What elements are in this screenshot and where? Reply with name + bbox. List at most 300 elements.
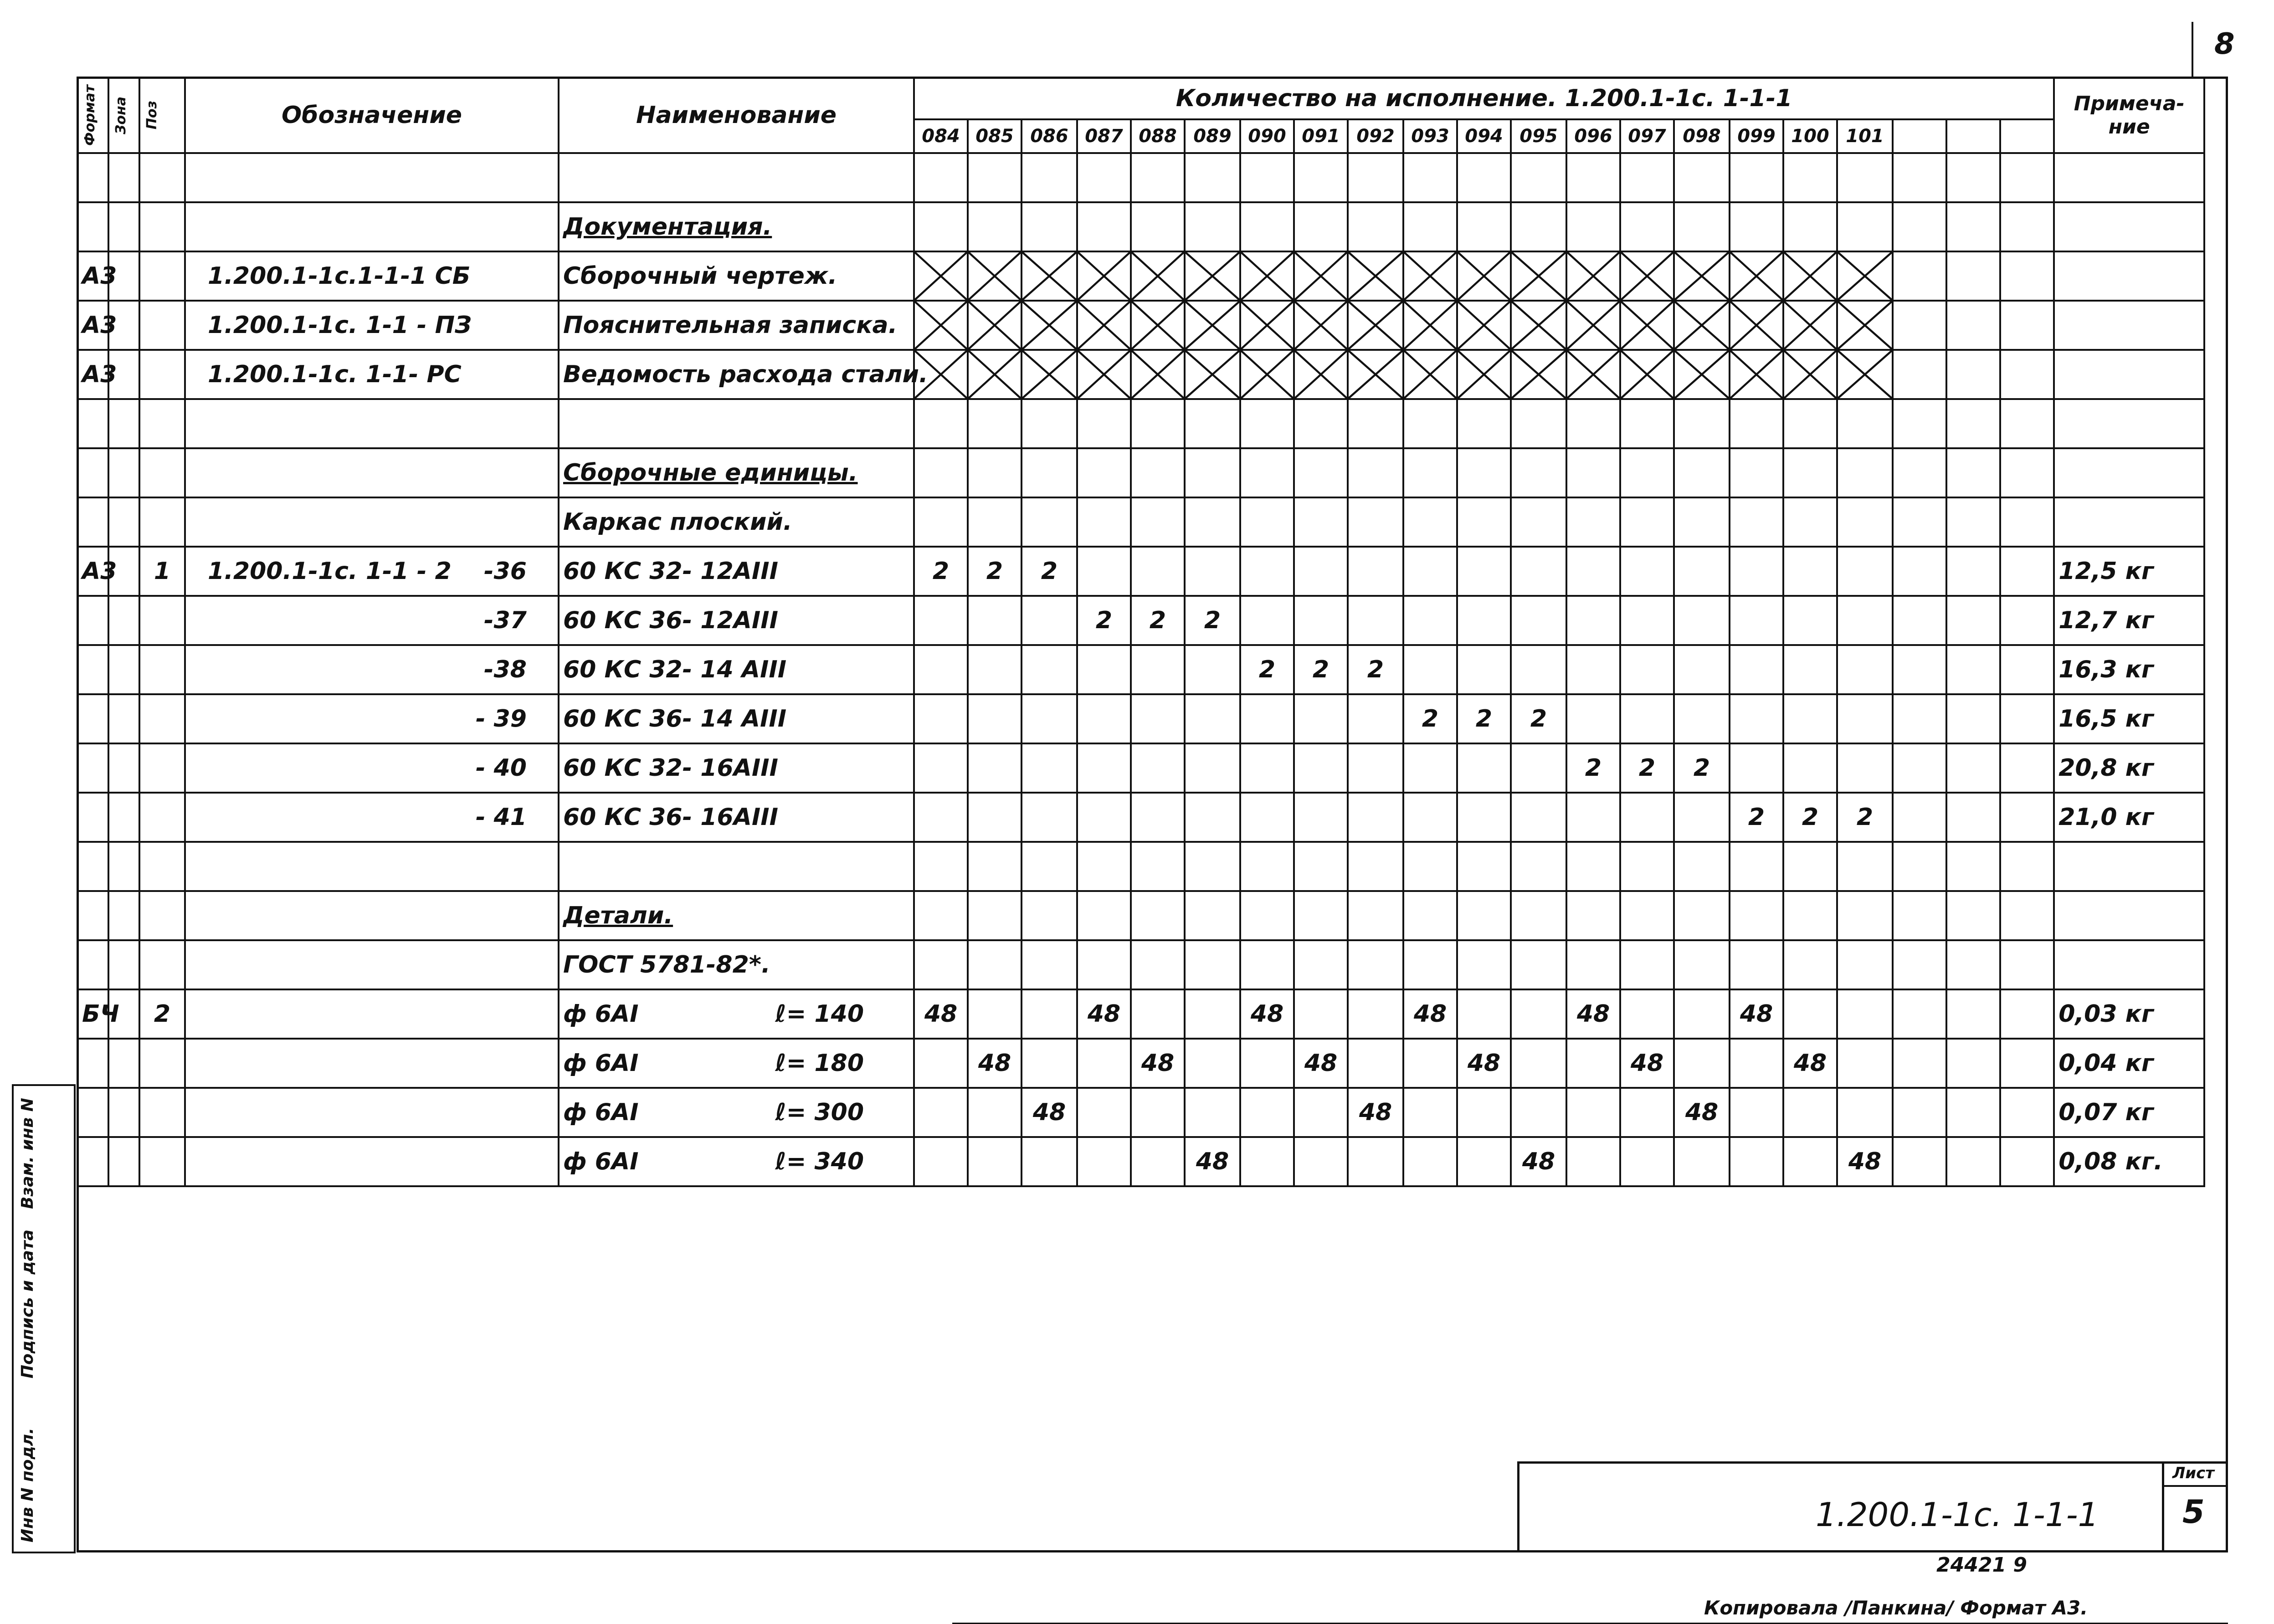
quantity-cell: [1730, 547, 1783, 596]
quantity-cell: [1620, 547, 1674, 596]
crossed-cell: [968, 251, 1022, 301]
quantity-cell: [1837, 989, 1893, 1039]
quantity-cell: [1131, 793, 1185, 842]
table-row: [77, 694, 2204, 743]
quantity-cell: [1348, 1039, 1403, 1088]
side-stamp-sign: Подпись и дата: [18, 1230, 37, 1378]
designation-text: [190, 1000, 208, 1028]
zone-cell: [108, 645, 139, 694]
quantity-cell: [1185, 940, 1240, 989]
quantity-cell: [1783, 448, 1837, 497]
quantity-cell: [1566, 891, 1620, 940]
quantity-cell: [1294, 1137, 1348, 1186]
quantity-cell: [1620, 645, 1674, 694]
cross-mark: [1186, 252, 1239, 300]
quantity-cell: [1185, 153, 1240, 202]
name-cell: [559, 793, 914, 842]
designation-text: [190, 164, 208, 191]
format-cell: [77, 694, 108, 743]
quantity-cell: [1185, 743, 1240, 793]
quantity-cell: 2: [1185, 596, 1240, 645]
format-cell: [77, 1137, 108, 1186]
crossed-cell: [1022, 350, 1077, 399]
quantity-cell: [2000, 645, 2054, 694]
cross-mark: [969, 302, 1021, 349]
name-text: Ведомость расхода стали.: [563, 361, 928, 388]
name-cell: [559, 989, 914, 1039]
quantity-cell: 48: [1077, 989, 1131, 1039]
quantity-cell: 48: [914, 989, 968, 1039]
quantity-cell: [1240, 202, 1294, 251]
zone-cell: [108, 497, 139, 547]
quantity-cell: [1837, 448, 1893, 497]
crossed-cell: [1783, 251, 1837, 301]
footer-copied: Копировала /Панкина/ Формат А3.: [1704, 1597, 2088, 1619]
quantity-cell: [1620, 842, 1674, 891]
designation-text: [190, 804, 208, 831]
cross-mark: [1838, 252, 1892, 300]
side-stamp-inv: Инв N подл.: [18, 1428, 37, 1542]
quantity-cell: 48: [1730, 989, 1783, 1039]
quantity-cell: [1457, 989, 1511, 1039]
note-cell: 0,03 кг: [2054, 989, 2204, 1039]
quantity-cell: [1620, 153, 1674, 202]
quantity-cell: [914, 842, 968, 891]
quantity-cell: [1077, 793, 1131, 842]
quantity-cell: [1022, 399, 1077, 448]
crossed-cell: [1457, 350, 1511, 399]
cross-mark: [1022, 302, 1076, 349]
quantity-cell: [1403, 596, 1457, 645]
quantity-cell: [1730, 1088, 1783, 1137]
position-cell: [139, 1088, 185, 1137]
quantity-cell: [1620, 793, 1674, 842]
quantity-cell: 2: [1837, 793, 1893, 842]
cross-mark: [1132, 302, 1184, 349]
quantity-cell: [1783, 940, 1837, 989]
quantity-cell: [914, 153, 968, 202]
quantity-cell: [1511, 596, 1566, 645]
crossed-cell: [1240, 301, 1294, 350]
position-cell: [139, 694, 185, 743]
cross-mark: [1241, 252, 1293, 300]
variant-header: 099: [1730, 119, 1783, 153]
designation-text: [190, 1050, 208, 1077]
position-cell: [139, 399, 185, 448]
quantity-cell: [1674, 547, 1730, 596]
quantity-cell: [1022, 1137, 1077, 1186]
name-text: ф 6АI: [563, 1000, 639, 1028]
quantity-cell: [1403, 1137, 1457, 1186]
cross-mark: [1186, 351, 1239, 398]
designation-cell: [185, 448, 559, 497]
position-cell: [139, 301, 185, 350]
cross-mark: [1404, 302, 1456, 349]
quantity-cell: 48: [1348, 1088, 1403, 1137]
quantity-cell: [914, 1137, 968, 1186]
quantity-cell: 2: [1348, 645, 1403, 694]
format-cell: [77, 596, 108, 645]
quantity-cell: [1730, 202, 1783, 251]
name-cell: [559, 1088, 914, 1137]
name-cell: [559, 547, 914, 596]
quantity-cell: [1348, 399, 1403, 448]
quantity-cell: [914, 1039, 968, 1088]
note-cell: [2054, 350, 2204, 399]
quantity-cell: [1022, 989, 1077, 1039]
quantity-cell: [1946, 596, 2000, 645]
table-row: [77, 891, 2204, 940]
quantity-cell: 2: [968, 547, 1022, 596]
position-cell: [139, 596, 185, 645]
quantity-cell: [914, 743, 968, 793]
quantity-cell: [1077, 1137, 1131, 1186]
header-quantity-title: Количество на исполнение. 1.200.1-1с. 1-1-1: [914, 77, 2054, 119]
quantity-cell: 2: [1566, 743, 1620, 793]
note-cell: 0,07 кг: [2054, 1088, 2204, 1137]
sheet-label: Лист: [2164, 1461, 2228, 1487]
quantity-cell: [1185, 891, 1240, 940]
designation-cell: [185, 1039, 559, 1088]
crossed-cell: [914, 251, 968, 301]
quantity-cell: [1077, 694, 1131, 743]
quantity-cell: [1837, 940, 1893, 989]
quantity-cell: [1240, 596, 1294, 645]
quantity-cell: [968, 448, 1022, 497]
note-cell: 20,8 кг: [2054, 743, 2204, 793]
cross-mark: [1295, 252, 1347, 300]
quantity-cell: [1403, 645, 1457, 694]
cross-mark: [915, 351, 967, 398]
name-text: 60 КС 32- 16АIII: [563, 754, 778, 782]
quantity-cell: [914, 891, 968, 940]
quantity-cell: [1837, 743, 1893, 793]
table-row: [77, 596, 2204, 645]
cross-mark: [1838, 351, 1892, 398]
side-stamp: [12, 1084, 76, 1553]
quantity-cell: [1022, 153, 1077, 202]
quantity-cell: [1620, 940, 1674, 989]
quantity-cell: [1783, 596, 1837, 645]
cross-mark: [1730, 252, 1782, 300]
quantity-cell: [1240, 793, 1294, 842]
format-cell: [77, 645, 108, 694]
designation-cell: [185, 350, 559, 399]
cross-mark: [1349, 351, 1402, 398]
quantity-cell: [1240, 399, 1294, 448]
variant-header: [2000, 119, 2054, 153]
name-text: ф 6АI: [563, 1050, 639, 1077]
quantity-cell: [1837, 497, 1893, 547]
quantity-cell: [1240, 1039, 1294, 1088]
quantity-cell: [1946, 793, 2000, 842]
quantity-cell: [1403, 547, 1457, 596]
crossed-cell: [1730, 301, 1783, 350]
table-row: [77, 301, 2204, 350]
quantity-cell: [1674, 1039, 1730, 1088]
quantity-cell: [1240, 1137, 1294, 1186]
crossed-cell: [1837, 301, 1893, 350]
quantity-cell: [1403, 399, 1457, 448]
crossed-cell: [1022, 301, 1077, 350]
quantity-cell: [1893, 596, 1946, 645]
variant-header: [1893, 119, 1946, 153]
quantity-cell: [1893, 1039, 1946, 1088]
quantity-cell: [1022, 497, 1077, 547]
quantity-cell: [1946, 497, 2000, 547]
quantity-cell: [1674, 940, 1730, 989]
designation-cell: [185, 694, 559, 743]
quantity-cell: [1457, 940, 1511, 989]
title-block-code: 1.200.1-1с. 1-1-1: [1816, 1496, 2099, 1534]
quantity-cell: [1240, 842, 1294, 891]
crossed-cell: [1457, 301, 1511, 350]
name-text: 60 КС 36- 14 АIII: [563, 705, 787, 733]
quantity-cell: [1620, 989, 1674, 1039]
quantity-cell: [1131, 891, 1185, 940]
cross-mark: [1512, 252, 1566, 300]
crossed-cell: [1131, 251, 1185, 301]
zone-cell: [108, 596, 139, 645]
quantity-cell: [2000, 1088, 2054, 1137]
quantity-cell: [2000, 989, 2054, 1039]
quantity-cell: [2000, 793, 2054, 842]
quantity-cell: [1620, 596, 1674, 645]
designation-dash: - 39: [475, 705, 527, 733]
quantity-cell: [1131, 448, 1185, 497]
quantity-cell: [1511, 1039, 1566, 1088]
quantity-cell: 48: [1403, 989, 1457, 1039]
quantity-cell: [1511, 448, 1566, 497]
quantity-cell: [1077, 497, 1131, 547]
note-cell: [2054, 940, 2204, 989]
position-cell: [139, 1039, 185, 1088]
corner-mark: [2192, 22, 2193, 78]
quantity-cell: [1131, 202, 1185, 251]
quantity-cell: [1946, 399, 2000, 448]
quantity-cell: [1783, 743, 1837, 793]
format-cell: А3: [77, 251, 108, 301]
quantity-cell: [1783, 497, 1837, 547]
quantity-cell: 48: [1566, 989, 1620, 1039]
designation-cell: [185, 743, 559, 793]
cross-mark: [1132, 252, 1184, 300]
quantity-cell: [1022, 645, 1077, 694]
quantity-cell: [968, 1137, 1022, 1186]
name-cell: [559, 202, 914, 251]
cross-mark: [969, 252, 1021, 300]
quantity-cell: [1674, 596, 1730, 645]
quantity-cell: [1185, 202, 1240, 251]
quantity-cell: [1131, 547, 1185, 596]
table-row: [77, 842, 2204, 891]
quantity-cell: [1457, 1088, 1511, 1137]
sheet-top-number: 8: [2214, 27, 2235, 61]
quantity-cell: [1022, 891, 1077, 940]
quantity-cell: [1457, 793, 1511, 842]
note-cell: [2054, 891, 2204, 940]
quantity-cell: 2: [1403, 694, 1457, 743]
designation-text: 1.200.1-1с.1-1-1 СБ: [208, 262, 471, 290]
crossed-cell: [1294, 251, 1348, 301]
designation-cell: [185, 301, 559, 350]
quantity-cell: [1783, 1137, 1837, 1186]
position-cell: [139, 153, 185, 202]
quantity-cell: [1893, 1137, 1946, 1186]
quantity-cell: [1946, 743, 2000, 793]
quantity-cell: [1077, 645, 1131, 694]
quantity-cell: [1620, 202, 1674, 251]
quantity-cell: [2000, 153, 2054, 202]
quantity-cell: [1348, 547, 1403, 596]
quantity-cell: 48: [1783, 1039, 1837, 1088]
side-stamp-replace: Взам. инв N: [18, 1098, 37, 1209]
quantity-cell: [1077, 202, 1131, 251]
variant-header: 095: [1511, 119, 1566, 153]
quantity-cell: [1674, 202, 1730, 251]
crossed-cell: [1403, 350, 1457, 399]
quantity-cell: [1457, 497, 1511, 547]
note-cell: 12,5 кг: [2054, 547, 2204, 596]
quantity-cell: [1674, 891, 1730, 940]
quantity-cell: [1022, 694, 1077, 743]
crossed-cell: [1240, 350, 1294, 399]
quantity-cell: [1131, 743, 1185, 793]
quantity-cell: [1294, 547, 1348, 596]
designation-cell: [185, 251, 559, 301]
crossed-cell: [1620, 251, 1674, 301]
table-row: [77, 153, 2204, 202]
quantity-cell: [1566, 399, 1620, 448]
crossed-cell: [1348, 251, 1403, 301]
quantity-cell: [2000, 891, 2054, 940]
quantity-cell: [1348, 793, 1403, 842]
name-text: Детали.: [563, 902, 673, 929]
specification-table: [77, 77, 2205, 1187]
cross-mark: [1349, 252, 1402, 300]
format-cell: [77, 202, 108, 251]
variant-header: 087: [1077, 119, 1131, 153]
table-row: [77, 547, 2204, 596]
quantity-cell: [1566, 1039, 1620, 1088]
quantity-cell: [1783, 153, 1837, 202]
crossed-cell: [914, 350, 968, 399]
crossed-cell: [1837, 350, 1893, 399]
cross-mark: [1784, 302, 1836, 349]
position-cell: [139, 842, 185, 891]
quantity-cell: [1077, 743, 1131, 793]
name-cell: [559, 940, 914, 989]
header-col_zone: [108, 77, 139, 153]
designation-text: 1.200.1-1с. 1-1 - 2: [208, 558, 452, 585]
cross-mark: [1730, 351, 1782, 398]
quantity-cell: [1783, 399, 1837, 448]
quantity-cell: 48: [1457, 1039, 1511, 1088]
name-text: 60 КС 36- 16АIII: [563, 804, 778, 831]
zone-cell: [108, 793, 139, 842]
note-cell: [2054, 251, 2204, 301]
note-cell: [2054, 301, 2204, 350]
zone-cell: [108, 153, 139, 202]
quantity-cell: [1730, 596, 1783, 645]
quantity-cell: [1511, 202, 1566, 251]
quantity-cell: [1240, 1088, 1294, 1137]
quantity-cell: [1403, 202, 1457, 251]
crossed-cell: [1783, 301, 1837, 350]
quantity-cell: [968, 153, 1022, 202]
sheet-cell: [2162, 1461, 2228, 1552]
designation-text: [190, 754, 208, 782]
quantity-cell: [1946, 153, 2000, 202]
crossed-cell: [1566, 350, 1620, 399]
crossed-cell: [1511, 350, 1566, 399]
header-col_format: [77, 77, 108, 153]
zone-cell: [108, 399, 139, 448]
quantity-cell: [1837, 153, 1893, 202]
quantity-cell: [1294, 202, 1348, 251]
quantity-cell: [1946, 251, 2000, 301]
quantity-cell: [1893, 645, 1946, 694]
note-cell: 0,04 кг: [2054, 1039, 2204, 1088]
quantity-cell: [1185, 989, 1240, 1039]
designation-cell: [185, 842, 559, 891]
table-row: [77, 1137, 2204, 1186]
quantity-cell: [2000, 743, 2054, 793]
quantity-cell: [1893, 251, 1946, 301]
crossed-cell: [1240, 251, 1294, 301]
designation-cell: [185, 1088, 559, 1137]
quantity-cell: [1837, 399, 1893, 448]
cross-mark: [1784, 252, 1836, 300]
quantity-cell: 2: [1294, 645, 1348, 694]
quantity-cell: [1946, 350, 2000, 399]
quantity-cell: 2: [1783, 793, 1837, 842]
quantity-cell: 48: [1674, 1088, 1730, 1137]
zone-cell: [108, 940, 139, 989]
quantity-cell: [1511, 793, 1566, 842]
cross-mark: [1132, 351, 1184, 398]
quantity-cell: 2: [1022, 547, 1077, 596]
format-cell: [77, 497, 108, 547]
quantity-cell: [1457, 547, 1511, 596]
quantity-cell: [1620, 497, 1674, 547]
quantity-cell: [1403, 842, 1457, 891]
note-cell: 16,3 кг: [2054, 645, 2204, 694]
quantity-cell: [1620, 448, 1674, 497]
quantity-cell: [1783, 989, 1837, 1039]
quantity-cell: [968, 793, 1022, 842]
quantity-cell: [1077, 547, 1131, 596]
quantity-cell: [2000, 1137, 2054, 1186]
header-name: Наименование: [559, 77, 914, 153]
quantity-cell: [1674, 1137, 1730, 1186]
quantity-cell: [1131, 1088, 1185, 1137]
quantity-cell: [1837, 1039, 1893, 1088]
designation-dash: -37: [484, 607, 527, 634]
quantity-cell: [1783, 694, 1837, 743]
variant-header: 094: [1457, 119, 1511, 153]
name-text: 60 КС 32- 14 АIII: [563, 656, 787, 683]
name-cell: [559, 645, 914, 694]
quantity-cell: [1294, 891, 1348, 940]
crossed-cell: [1185, 350, 1240, 399]
sheet-number: 5: [2182, 1493, 2205, 1531]
zone-cell: [108, 694, 139, 743]
table-row: [77, 251, 2204, 301]
cross-mark: [969, 351, 1021, 398]
cross-mark: [915, 302, 967, 349]
table-row: [77, 989, 2204, 1039]
